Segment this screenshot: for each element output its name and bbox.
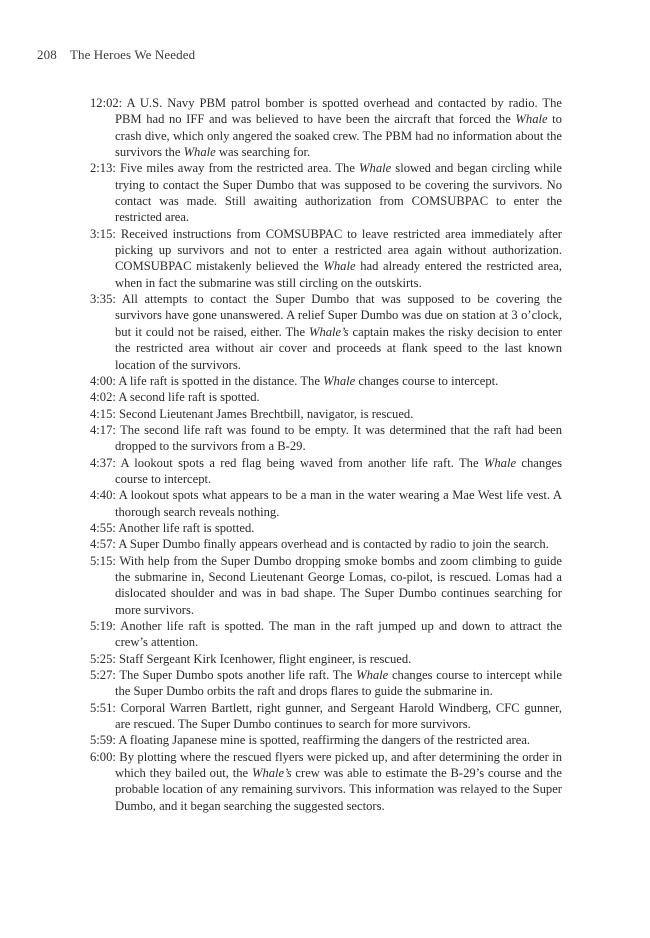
timeline-entry: 5:51: Corporal Warren Bartlett, right gunner, and Sergeant Harold Windberg, CFC gunner, are rescued. The Super Dumbo continues to search for more survivors. — [90, 700, 562, 732]
running-header — [37, 47, 195, 63]
page-number: 208 — [37, 47, 57, 62]
timeline-entries — [90, 95, 562, 814]
timeline-entry: 4:57: A Super Dumbo finally appears overhead and is contacted by radio to join the search. — [90, 537, 549, 552]
book-title: The Heroes We Needed — [69, 47, 196, 62]
timeline-entry: 4:15: Second Lieutenant James Brechtbill, navigator, is rescued. — [90, 406, 414, 421]
timeline-entry: 4:55: Another life raft is spotted. — [90, 520, 255, 535]
timeline-entry: 4:17: The second life raft was found to be empty. It was determined that the raft had been dropped to the survivors from a B-29. — [90, 422, 562, 454]
timeline-entry: 4:37: A lookout spots a red flag being waved from another life raft. The Whale changes course to intercept. — [90, 455, 562, 486]
timeline-entry: 3:35: All attempts to contact the Super Dumbo that was supposed to be covering the survivors have gone unanswered. A relief Super Dumbo was due on station at 3 o’clock, but it could not be raised, either. The Whale’s captain makes the risky decision to enter the restricted area without air cover and proceeds at flank speed to the last known location of the survivors. — [90, 292, 562, 372]
timeline-entry: 5:59: A floating Japanese mine is spotted, reaffirming the dangers of the restricted area. — [90, 733, 531, 748]
timeline-entry: 5:15: With help from the Super Dumbo dropping smoke bombs and zoom climbing to guide the submarine in, Second Lieutenant George Lomas, co-pilot, is rescued. Lomas had a dislocated shoulder and was in bad shape. The Super Dumbo continues searching for more survivors. — [90, 553, 562, 617]
timeline-entry: 5:27: The Super Dumbo spots another life raft. The Whale changes course to intercept while the Super Dumbo orbits the raft and drops flares to guide the submarine in. — [90, 668, 562, 699]
timeline-entry: 4:00: A life raft is spotted in the distance. The Whale changes course to intercept. — [90, 373, 499, 388]
timeline-entry: 4:02: A second life raft is spotted. — [90, 390, 260, 405]
timeline-entry: 5:25: Staff Sergeant Kirk Icenhower, flight engineer, is rescued. — [90, 651, 412, 666]
timeline-entry: 2:13: Five miles away from the restricted area. The Whale slowed and began circling while trying to contact the Super Dumbo that was supposed to be covering the survivors. No contact was made. Still awaiting authorization from COMSUBPAC to enter the restricted area. — [90, 161, 562, 225]
timeline-entry: 6:00: By plotting where the rescued flyers were picked up, and after determining the order in which they bailed out, the Whale’s crew was able to estimate the B-29’s course and the probable location of any remaining survivors. This information was relayed to the Super Dumbo, and it began searching the suggested sectors. — [90, 749, 562, 813]
timeline-entry: 12:02: A U.S. Navy PBM patrol bomber is spotted overhead and contacted by radio. The PBM had no IFF and was believed to have been the aircraft that forced the Whale to crash dive, which only angered the soaked crew. The PBM had no information about the survivors the Whale was searching for. — [90, 96, 562, 160]
timeline-entry: 4:40: A lookout spots what appears to be a man in the water wearing a Mae West life vest. A thorough search reveals nothing. — [90, 488, 562, 519]
timeline-entry: 5:19: Another life raft is spotted. The man in the raft jumped up and down to attract the crew’s attention. — [90, 619, 562, 650]
timeline-entry: 3:15: Received instructions from COMSUBPAC to leave restricted area immediately after picking up survivors and not to enter a restricted area again without authorization. COMSUBPAC mistakenly believed the Whale had already entered the restricted area, when in fact the submarine was still circling on the outskirts. — [90, 226, 562, 290]
